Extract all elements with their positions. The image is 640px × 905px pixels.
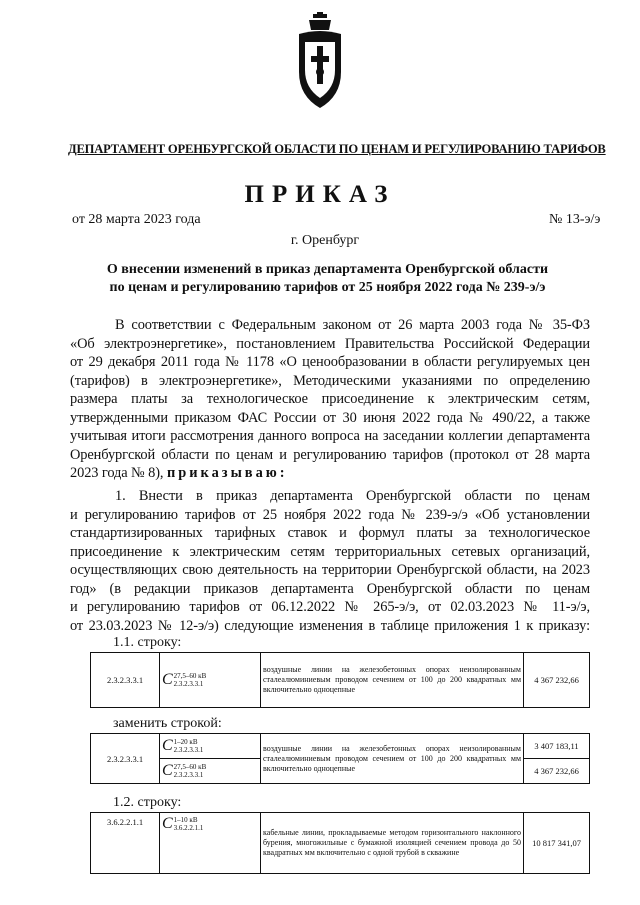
- preamble-line: размера платы за технологическое присоединение к электрическим сетям,: [70, 391, 590, 407]
- preamble-paragraph: [70, 316, 590, 483]
- formula-superscript: 1–10 кВ: [173, 816, 198, 824]
- table-1-1: [90, 652, 590, 708]
- tariff-formula: [162, 815, 203, 833]
- item-1-line: год» (в редакции приказов департамента Оренбургской области по ценам: [70, 580, 590, 597]
- order-date: от 28 марта 2023 года: [72, 212, 201, 227]
- item-1-line: и регулированию тарифов от 25 ноября 2022 года № 239-э/э «Об установлении: [70, 506, 590, 523]
- formula-subscript: 2.3.2.3.3.1: [173, 771, 204, 779]
- table-cell-amount: 3 407 183,11: [524, 734, 590, 759]
- formula-superscript: 1–20 кВ: [173, 738, 198, 746]
- formula-subscript: 3.6.2.2.1.1: [173, 824, 204, 832]
- formula-superscript: 27,5–60 кВ: [173, 672, 207, 680]
- table-cell-code: 2.3.2.3.3.1: [91, 734, 160, 784]
- order-title-line: О внесении изменений в приказ департамента Оренбургской области: [106, 262, 549, 277]
- item-1-line: 1. Внести в приказ департамента Оренбургской области по ценам: [115, 488, 590, 504]
- preamble-final-line: [70, 464, 590, 483]
- tariff-formula: [162, 762, 206, 780]
- table-1-2: [90, 812, 590, 874]
- formula-letter: C: [162, 671, 173, 688]
- item-1-line: и регулированию тарифов от 06.12.2022 № 265-э/э, от 02.03.2023 № 11-э/э,: [70, 599, 590, 615]
- document-type: ПРИКАЗ: [244, 181, 396, 208]
- label-1-2: 1.2. строку:: [113, 795, 182, 810]
- table-cell-description: воздушные линии на железобетонных опорах неизолированным сталеалюминиевым проводом сечением от 100 до 200 квадратных мм включительно одноцепные: [261, 653, 524, 708]
- formula-letter: C: [162, 815, 173, 832]
- table-cell-formula: [160, 734, 261, 759]
- table-cell-formula: [160, 759, 261, 784]
- tariff-formula: [162, 737, 203, 755]
- preamble-line: (тарифов) в электроэнергетике», Методическими указаниями по определению: [70, 372, 590, 389]
- table-cell-amount: 4 367 232,66: [524, 653, 590, 708]
- table-row: [91, 813, 590, 874]
- table-cell-formula: [160, 813, 261, 874]
- table-cell-description: воздушные линии на железобетонных опорах неизолированным сталеалюминиевым проводом сечением от 100 до 200 квадратных мм включительно одноцепные: [261, 734, 524, 784]
- order-word: приказываю:: [166, 465, 288, 481]
- coat-of-arms-emblem: [295, 12, 345, 122]
- table-cell-code: 2.3.2.3.3.1: [91, 653, 160, 708]
- table-cell-amount: 4 367 232,66: [524, 759, 590, 784]
- preamble-line: 2023 года № 8),: [70, 465, 164, 481]
- preamble-line: учитывая итоги рассмотрения данного вопроса на заседании коллегии департамента: [70, 428, 590, 444]
- order-title: [70, 261, 585, 297]
- preamble-line: утвержденными приказом ФАС России от 30 июня 2022 года № 490/22, а также: [70, 409, 590, 426]
- table-replacement: [90, 733, 590, 784]
- item-1-line: стандартизированных тарифных ставок и формул платы за технологическое: [70, 525, 590, 541]
- table-row: [91, 734, 590, 759]
- label-replace: заменить строкой:: [113, 716, 222, 731]
- preamble-line: от 29 декабря 2011 года № 1178 «О ценообразовании в области регулируемых цен: [70, 354, 590, 370]
- preamble-line: Оренбургской области по ценам и регулированию тарифов (протокол от 28 марта: [70, 446, 590, 463]
- item-1-line: от 23.03.2023 № 12-э/э) следующие изменения в таблице приложения 1 к приказу:: [70, 617, 590, 634]
- table-cell-description: кабельные линии, прокладываемые методом горизонтального наклонного бурения, многожильные с бумажной изоляцией сечением провода до 50 квадратных мм включительно с одной трубой в скважине: [261, 813, 524, 874]
- item-1-paragraph: [70, 487, 590, 635]
- preamble-line: В соответствии с Федеральным законом от 26 марта 2003 года № 35-ФЗ: [115, 317, 590, 333]
- formula-subscript: 2.3.2.3.3.1: [173, 680, 204, 688]
- formula-letter: C: [162, 737, 173, 754]
- table-cell-formula: [160, 653, 261, 708]
- order-city: г. Оренбург: [290, 233, 360, 248]
- formula-superscript: 27,5–60 кВ: [173, 763, 207, 771]
- order-number: № 13-э/э: [549, 212, 601, 227]
- preamble-line: «Об электроэнергетике», постановлением Правительства Российской Федерации: [70, 335, 590, 352]
- department-header: ДЕПАРТАМЕНТ ОРЕНБУРГСКОЙ ОБЛАСТИ ПО ЦЕНАМ И РЕГУЛИРОВАНИЮ ТАРИФОВ: [68, 142, 606, 156]
- item-1-line: осуществляющих свою деятельность на территории Оренбургской области, на 2023: [70, 562, 590, 578]
- item-1-line: присоединение к электрическим сетям территориальных сетевых организаций,: [70, 543, 590, 560]
- tariff-formula: [162, 671, 206, 689]
- formula-subscript: 2.3.2.3.3.1: [173, 746, 204, 754]
- table-row: [91, 653, 590, 708]
- table-cell-amount: 10 817 341,07: [524, 813, 590, 874]
- label-1-1: 1.1. строку:: [113, 635, 182, 650]
- formula-letter: C: [162, 762, 173, 779]
- order-title-line: по ценам и регулированию тарифов от 25 ноября 2022 года № 239-э/э: [109, 280, 546, 295]
- table-cell-code: 3.6.2.2.1.1: [91, 813, 160, 874]
